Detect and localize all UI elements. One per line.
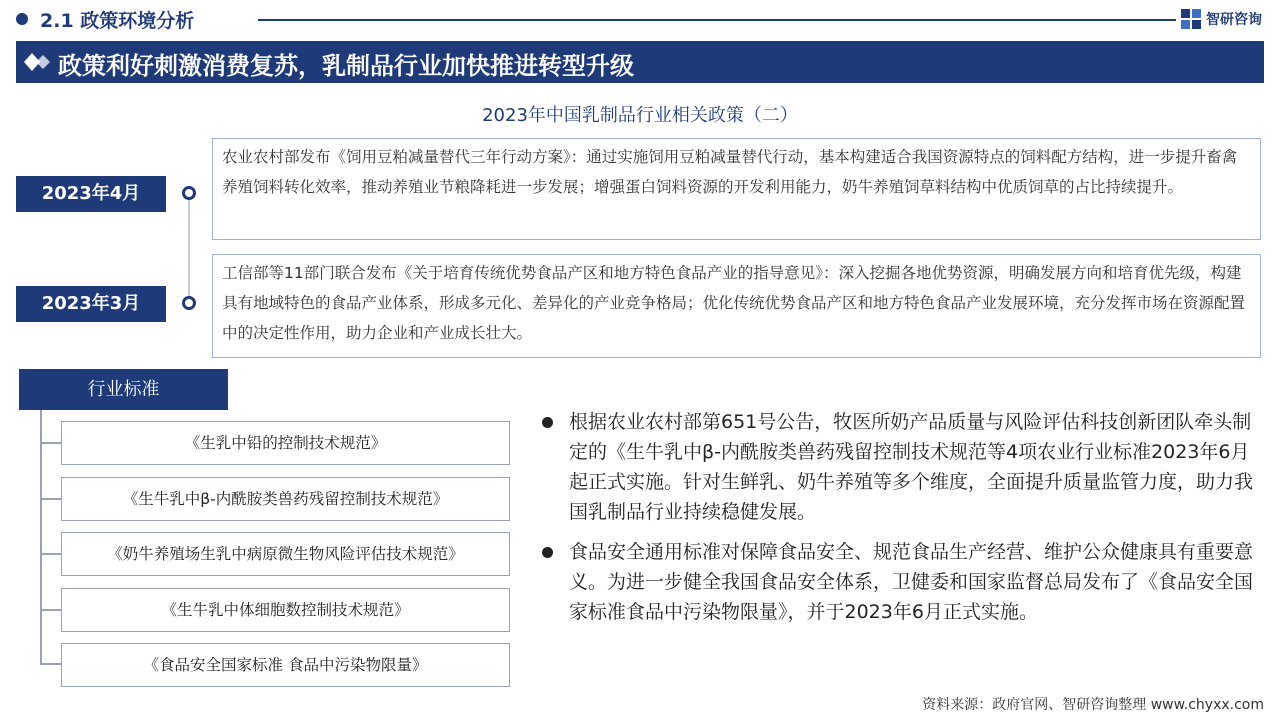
standards-branch [40,442,62,444]
bullet-dot-icon [542,417,553,428]
standards-branch [40,609,62,611]
section-bullet-icon [16,13,28,25]
brand-logo-icon [1180,8,1202,30]
bullet-text: 根据农业农村部第651号公告，牧医所奶产品质量与风险评估科技创新团队牵头制定的《生牛乳中β-内酰胺类兽药残留控制技术规范等4项农业行业标准2023年6月起正式实施。针对生鲜乳、奶牛养殖等多个维度，全面提升质量监管力度，助力我国乳制品行业持续稳健发展。 [569,411,1254,523]
brand-name: 智研咨询 [1206,12,1262,28]
timeline-date-2: 2023年3月 [16,286,166,322]
standard-item: 《食品安全国家标准 食品中污染物限量》 [61,643,510,687]
timeline-line [188,193,190,303]
bullet-list [537,407,1267,637]
brand-logo [1180,8,1262,30]
standard-item: 《生牛乳中β-内酰胺类兽药残留控制技术规范》 [61,477,510,521]
standards-tree-line [40,410,42,663]
standards-heading: 行业标准 [19,369,228,410]
standards-branch [40,498,62,500]
bullet-item [537,407,1267,527]
bullet-dot-icon [542,547,553,558]
policy-entry-1: 农业农村部发布《饲用豆粕减量替代三年行动方案》：通过实施饲用豆粕减量替代行动，基本构建适合我国资源特点的饲料配方结构，进一步提升畜禽养殖饲料转化效率，推动养殖业节粮降耗进一步发展；增强蛋白饲料资源的开发利用能力，奶牛养殖饲草料结构中优质饲草的占比持续提升。 [212,138,1261,240]
section-title: 2.1 政策环境分析 [40,10,195,32]
title-banner [16,41,1264,83]
standard-item: 《生乳中铅的控制技术规范》 [61,421,510,465]
page-header [0,0,1280,40]
timeline-dot [182,296,196,310]
diamond-icon [24,51,52,73]
policy-entry-2: 工信部等11部门联合发布《关于培育传统优势食品产区和地方特色食品产业的指导意见》：深入挖掘各地优势资源，明确发展方向和培育优先级，构建具有地域特色的食品产业体系，形成多元化、差异化的产业竞争格局；优化传统优势食品产区和地方特色食品产业发展环境，充分发挥市场在资源配置中的决定性作用，助力企业和产业成长壮大。 [212,254,1261,358]
source-note: 资料来源：政府官网、智研咨询整理 www.chyxx.com [922,697,1264,713]
bullet-text: 食品安全通用标准对保障食品安全、规范食品生产经营、维护公众健康具有重要意义。为进一步健全我国食品安全体系，卫健委和国家监督总局发布了《食品安全国家标准食品中污染物限量》，并于2023年6月正式实施。 [569,541,1254,623]
timeline-dot [182,186,196,200]
bullet-item [537,537,1267,627]
header-divider [258,19,1176,21]
standard-item: 《奶牛养殖场生乳中病原微生物风险评估技术规范》 [61,532,510,576]
standard-item: 《生牛乳中体细胞数控制技术规范》 [61,588,510,632]
timeline-date-1: 2023年4月 [16,176,166,212]
banner-title: 政策利好刺激消费复苏，乳制品行业加快推进转型升级 [58,52,634,80]
standards-branch [40,663,62,665]
policy-section-title: 2023年中国乳制品行业相关政策（二） [482,105,798,126]
standards-branch [40,553,62,555]
